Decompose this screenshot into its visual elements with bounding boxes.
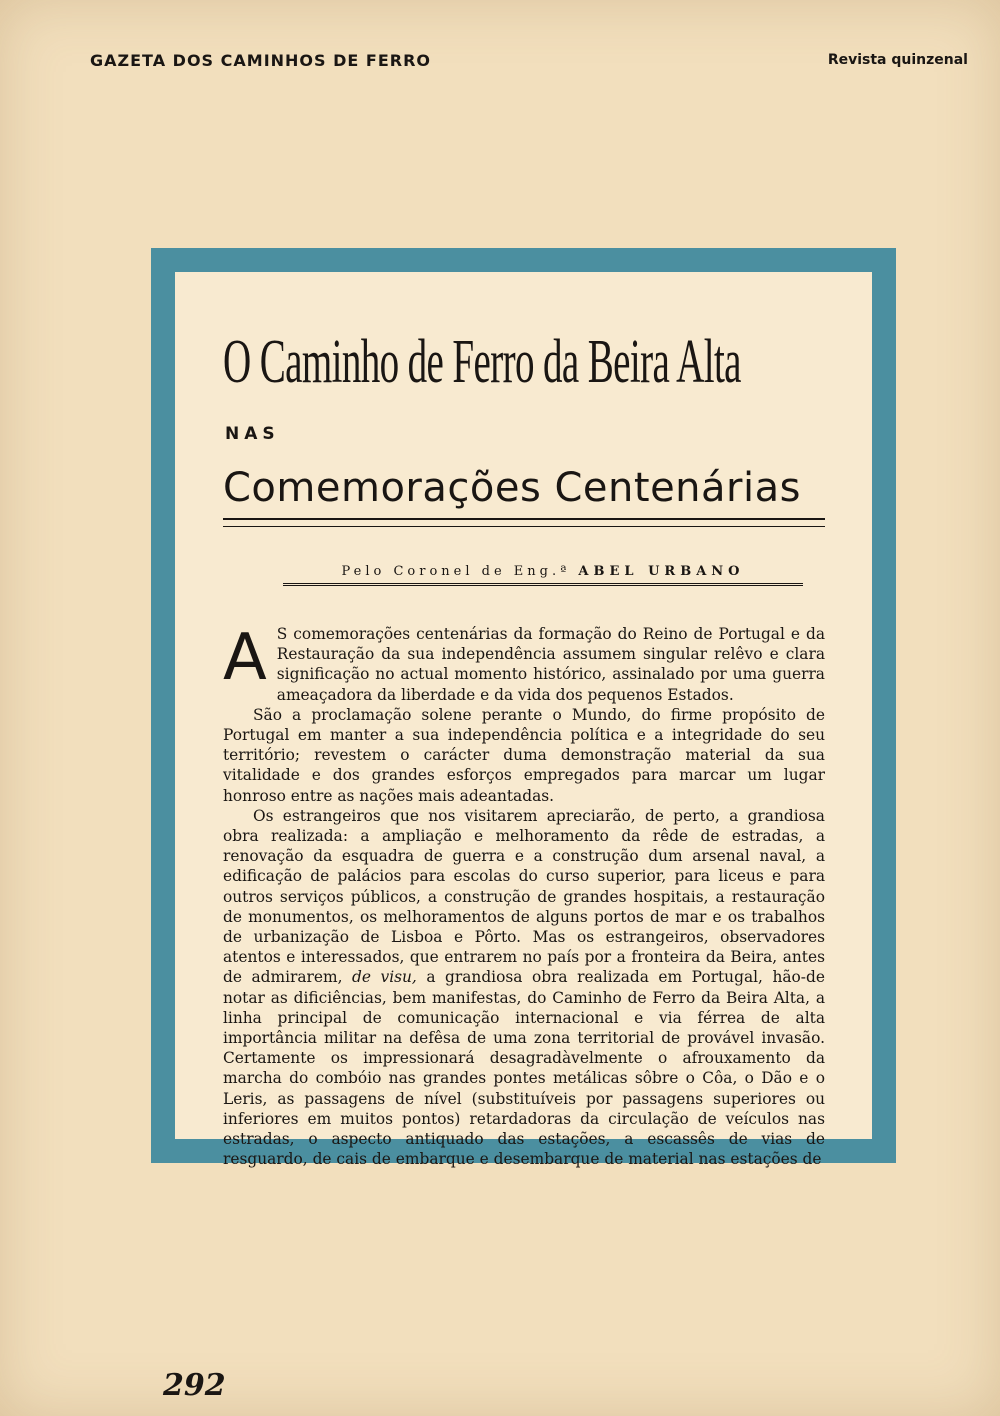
paragraph-3-text-b: a grandiosa obra realizada em Portugal, hão-de notar as dificiências, bem manifestas, do Caminho de Ferro da Beira Alta, a linha principal de comunicação internacional e via férrea de alta importância militar na defêsa de uma zona territorial de provável invasão. Certamente os impressionará desagradàvelmente o afrouxamento da marcha do combóio nas grandes pontes metálicas sôbre o Côa, o Dão e o Leris, as passagens de nível (substituíveis por passagens superiores ou inferiores em muitos pontos) retardadoras da circulação de veículos nas estradas, o aspecto antiquado das estações, a escassês de vias de resguardo, de cais de embarque e desembarque de material nas estações de bbox=[223, 968, 825, 1169]
title-rule bbox=[223, 518, 825, 527]
byline-prefix: Pelo Coronel de Eng.ª bbox=[341, 564, 571, 579]
drop-cap: A bbox=[223, 621, 267, 695]
article-title: O Caminho de Ferro da Beira Alta bbox=[223, 328, 741, 396]
periodicity-label: Revista quinzenal bbox=[827, 52, 968, 68]
byline bbox=[283, 564, 803, 586]
paragraph-1: S comemorações centenárias da formação do Reino de Portugal e da Restauração da sua independência assumem singular relêvo e clara significação no actual momento histórico, assinalado por uma guerra ameaçadora da liberdade e da vida dos pequenos Estados. bbox=[276, 625, 825, 704]
paragraph-2: São a proclamação solene perante o Mundo, do firme propósito de Portugal em manter a sua independência política e a integridade do seu território; revestem o carácter duma demonstração material da sua vitalidade e dos grandes esforços empregados para marcar um lugar honroso entre as nações mais adeantadas. bbox=[223, 705, 825, 805]
journal-title: GAZETA DOS CAMINHOS DE FERRO bbox=[90, 50, 432, 70]
paragraph-3-text-a: Os estrangeiros que nos visitarem apreciarão, de perto, a grandiosa obra realizada: a ampliação e melhoramento da rêde de estradas, a renovação da esquadra de guerra e a construção dum arsenal naval, a edificação de palácios para escolas do curso superior, para liceus e para outros serviços públicos, a construção de grandes hospitais, a restauração de monumentos, os melhoramentos de alguns portos de mar e os trabalhos de urbanização de Lisboa e Pôrto. Mas os estrangeiros, observadores atentos e interessados, que entrarem no país por a fronteira da Beira, antes de admirarem, bbox=[223, 806, 825, 987]
article-panel bbox=[175, 272, 872, 1169]
article-frame bbox=[151, 248, 896, 1169]
title-connector: NAS bbox=[225, 424, 280, 444]
article-body bbox=[223, 621, 825, 1169]
page-number: 292 bbox=[163, 1368, 226, 1403]
article-subtitle: Comemorações Centenárias bbox=[223, 465, 801, 511]
byline-author: ABEL URBANO bbox=[578, 564, 745, 579]
paragraph-3 bbox=[223, 806, 825, 1170]
paragraph-3-italic: de visu, bbox=[352, 968, 417, 987]
running-header bbox=[90, 48, 968, 72]
